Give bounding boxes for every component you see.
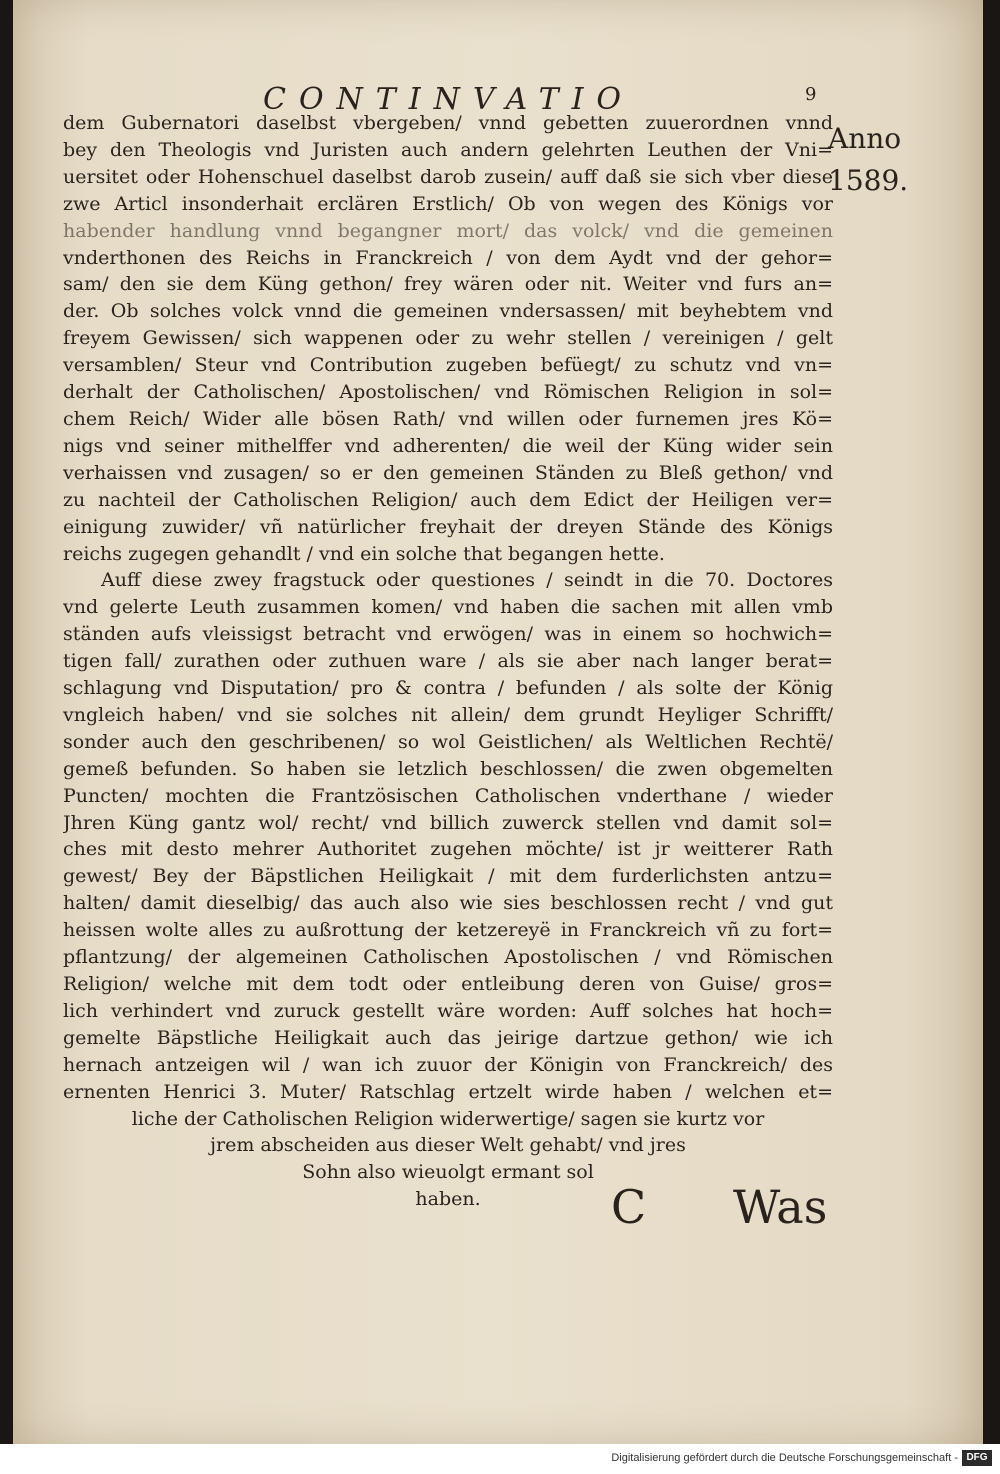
text-line: versamblen/ Steur vnd Contribution zugeben befüegt/ zu schutz vnd vn= (63, 354, 833, 377)
text-line: gemelte Bäpstliche Heiligkait auch das jeirige dartzue gethon/ wie ich (63, 1026, 833, 1049)
text-line: ches mit desto mehrer Authoritet zugehen möchte/ ist jr weitterer Rath (63, 838, 833, 861)
text-line: zwe Articl insonderhait erclären Erstlich/ Ob von wegen des Königs vor (63, 192, 833, 215)
text-line: gemeß befunden. So haben sie letzlich beschlossen/ die zwen obgemelten (63, 757, 833, 780)
text-line: schlagung vnd Disputation/ pro & contra / befunden / als solte der König (63, 677, 833, 700)
text-line: tigen fall/ zurathen oder zuthuen ware / als sie aber nach langer berat= (63, 650, 833, 673)
text-line: nigs vnd seiner mithelffer vnd adherenten/ die weil der Küng wider sein (63, 434, 833, 457)
catchword: Was (733, 1180, 828, 1234)
text-line: chem Reich/ Wider alle bösen Rath/ vnd willen oder furnemen jres Kö= (63, 407, 833, 430)
text-line: einigung zuwider/ vñ natürlicher freyhait der dreyen Stände des Königs (63, 515, 833, 538)
text-line: der. Ob solches volck vnnd die gemeinen vndersassen/ mit beyhebtem vnd (63, 300, 833, 323)
text-line: dem Gubernatori daselbst vbergeben/ vnnd gebetten zuuerordnen vnnd (63, 112, 833, 134)
text-line: habender handlung vnnd begangner mort/ das volck/ vnd die gemeinen (63, 219, 833, 242)
signature-mark: C (611, 1180, 647, 1234)
text-line: halten/ damit dieselbig/ das auch also wie sies beschlossen recht / vnd gut (63, 892, 833, 915)
text-line: pflantzung/ der algemeinen Catholischen Apostolischen / vnd Römischen (63, 946, 833, 969)
text-line: Jhren Küng gantz wol/ recht/ vnd billich zuwerck stellen vnd damit sol= (63, 811, 833, 834)
text-line: liche der Catholischen Religion widerwertige/ sagen sie kurtz vor (131, 1107, 765, 1130)
text-line: Puncten/ mochten die Frantzösischen Catholischen vnderthane / wieder (63, 784, 833, 807)
dfg-logo-icon: DFG (962, 1450, 992, 1466)
body-text (63, 110, 833, 1213)
text-line: freyem Gewissen/ sich wappenen oder zu wehr stellen / vereinigen / gelt (63, 327, 833, 350)
footer-bar (0, 1444, 1000, 1474)
text-line: sam/ den sie dem Küng gethon/ frey wären oder nit. Weiter vnd furs an= (63, 273, 833, 296)
text-line: ständen aufs vleissigst betracht vnd erwögen/ was in einem so hochwich= (63, 623, 833, 646)
margin-note-anno: Anno (828, 122, 902, 155)
text-line: jrem abscheiden aus dieser Welt gehabt/ vnd jres (210, 1134, 686, 1157)
text-line: sonder auch den geschribenen/ so wol Geistlichen/ als Weltlichen Rechtë/ (63, 730, 833, 753)
text-line: heissen wolte alles zu außrottung der ketzereyë in Franckreich vñ zu fort= (63, 919, 833, 942)
text-line: derhalt der Catholischen/ Apostolischen/ vnd Römischen Religion in sol= (63, 381, 833, 404)
text-line: uersitet oder Hohenschuel daselbst darob zusein/ auff daß sie sich vber diese (63, 165, 833, 188)
text-line: bey den Theologis vnd Juristen auch andern gelehrten Leuthen der Vni= (63, 138, 833, 161)
text-line: reichs zugegen gehandlt / vnd ein solche that begangen hette. (63, 542, 665, 565)
text-line: gewest/ Bey der Bäpstlichen Heiligkait / mit dem furderlichsten antzu= (63, 865, 833, 888)
text-line: verhaissen vnd zusagen/ so er den gemeinen Ständen zu Bleß gethon/ vnd (63, 461, 833, 484)
text-line: lich verhindert vnd zuruck gestellt wäre worden: Auff solches hat hoch= (63, 999, 833, 1022)
funding-credit: Digitalisierung gefördert durch die Deutsche Forschungsgemeinschaft - (611, 1452, 958, 1464)
text-line: Sohn also wieuolgt ermant sol (302, 1161, 594, 1184)
running-title: CONTINVATIO (263, 82, 635, 117)
book-page (13, 0, 983, 1444)
text-line: ernenten Henrici 3. Muter/ Ratschlag ertzelt wirde haben / welchen et= (63, 1080, 833, 1103)
text-line: haben. (415, 1188, 481, 1211)
text-line: Religion/ welche mit dem todt oder entleibung deren von Guise/ gros= (63, 973, 833, 995)
margin-note-year: 1589. (828, 164, 909, 197)
text-line: Auff diese zwey fragstuck oder questiones / seindt in die 70. Doctores (101, 569, 833, 592)
text-line: vnd gelerte Leuth zusammen komen/ vnd haben die sachen mit allen vmb (63, 596, 833, 619)
text-line: zu nachteil der Catholischen Religion/ auch dem Edict der Heiligen ver= (63, 488, 833, 511)
text-line: hernach antzeigen wil / wan ich zuuor der Königin von Franckreich/ des (63, 1053, 833, 1076)
text-line: vnderthonen des Reichs in Franckreich / von dem Aydt vnd der gehor= (63, 246, 833, 269)
text-line: vngleich haben/ vnd sie solches nit allein/ dem grundt Heyliger Schrifft/ (63, 703, 833, 726)
margin-note (828, 118, 938, 202)
page-number: 9 (805, 84, 817, 105)
